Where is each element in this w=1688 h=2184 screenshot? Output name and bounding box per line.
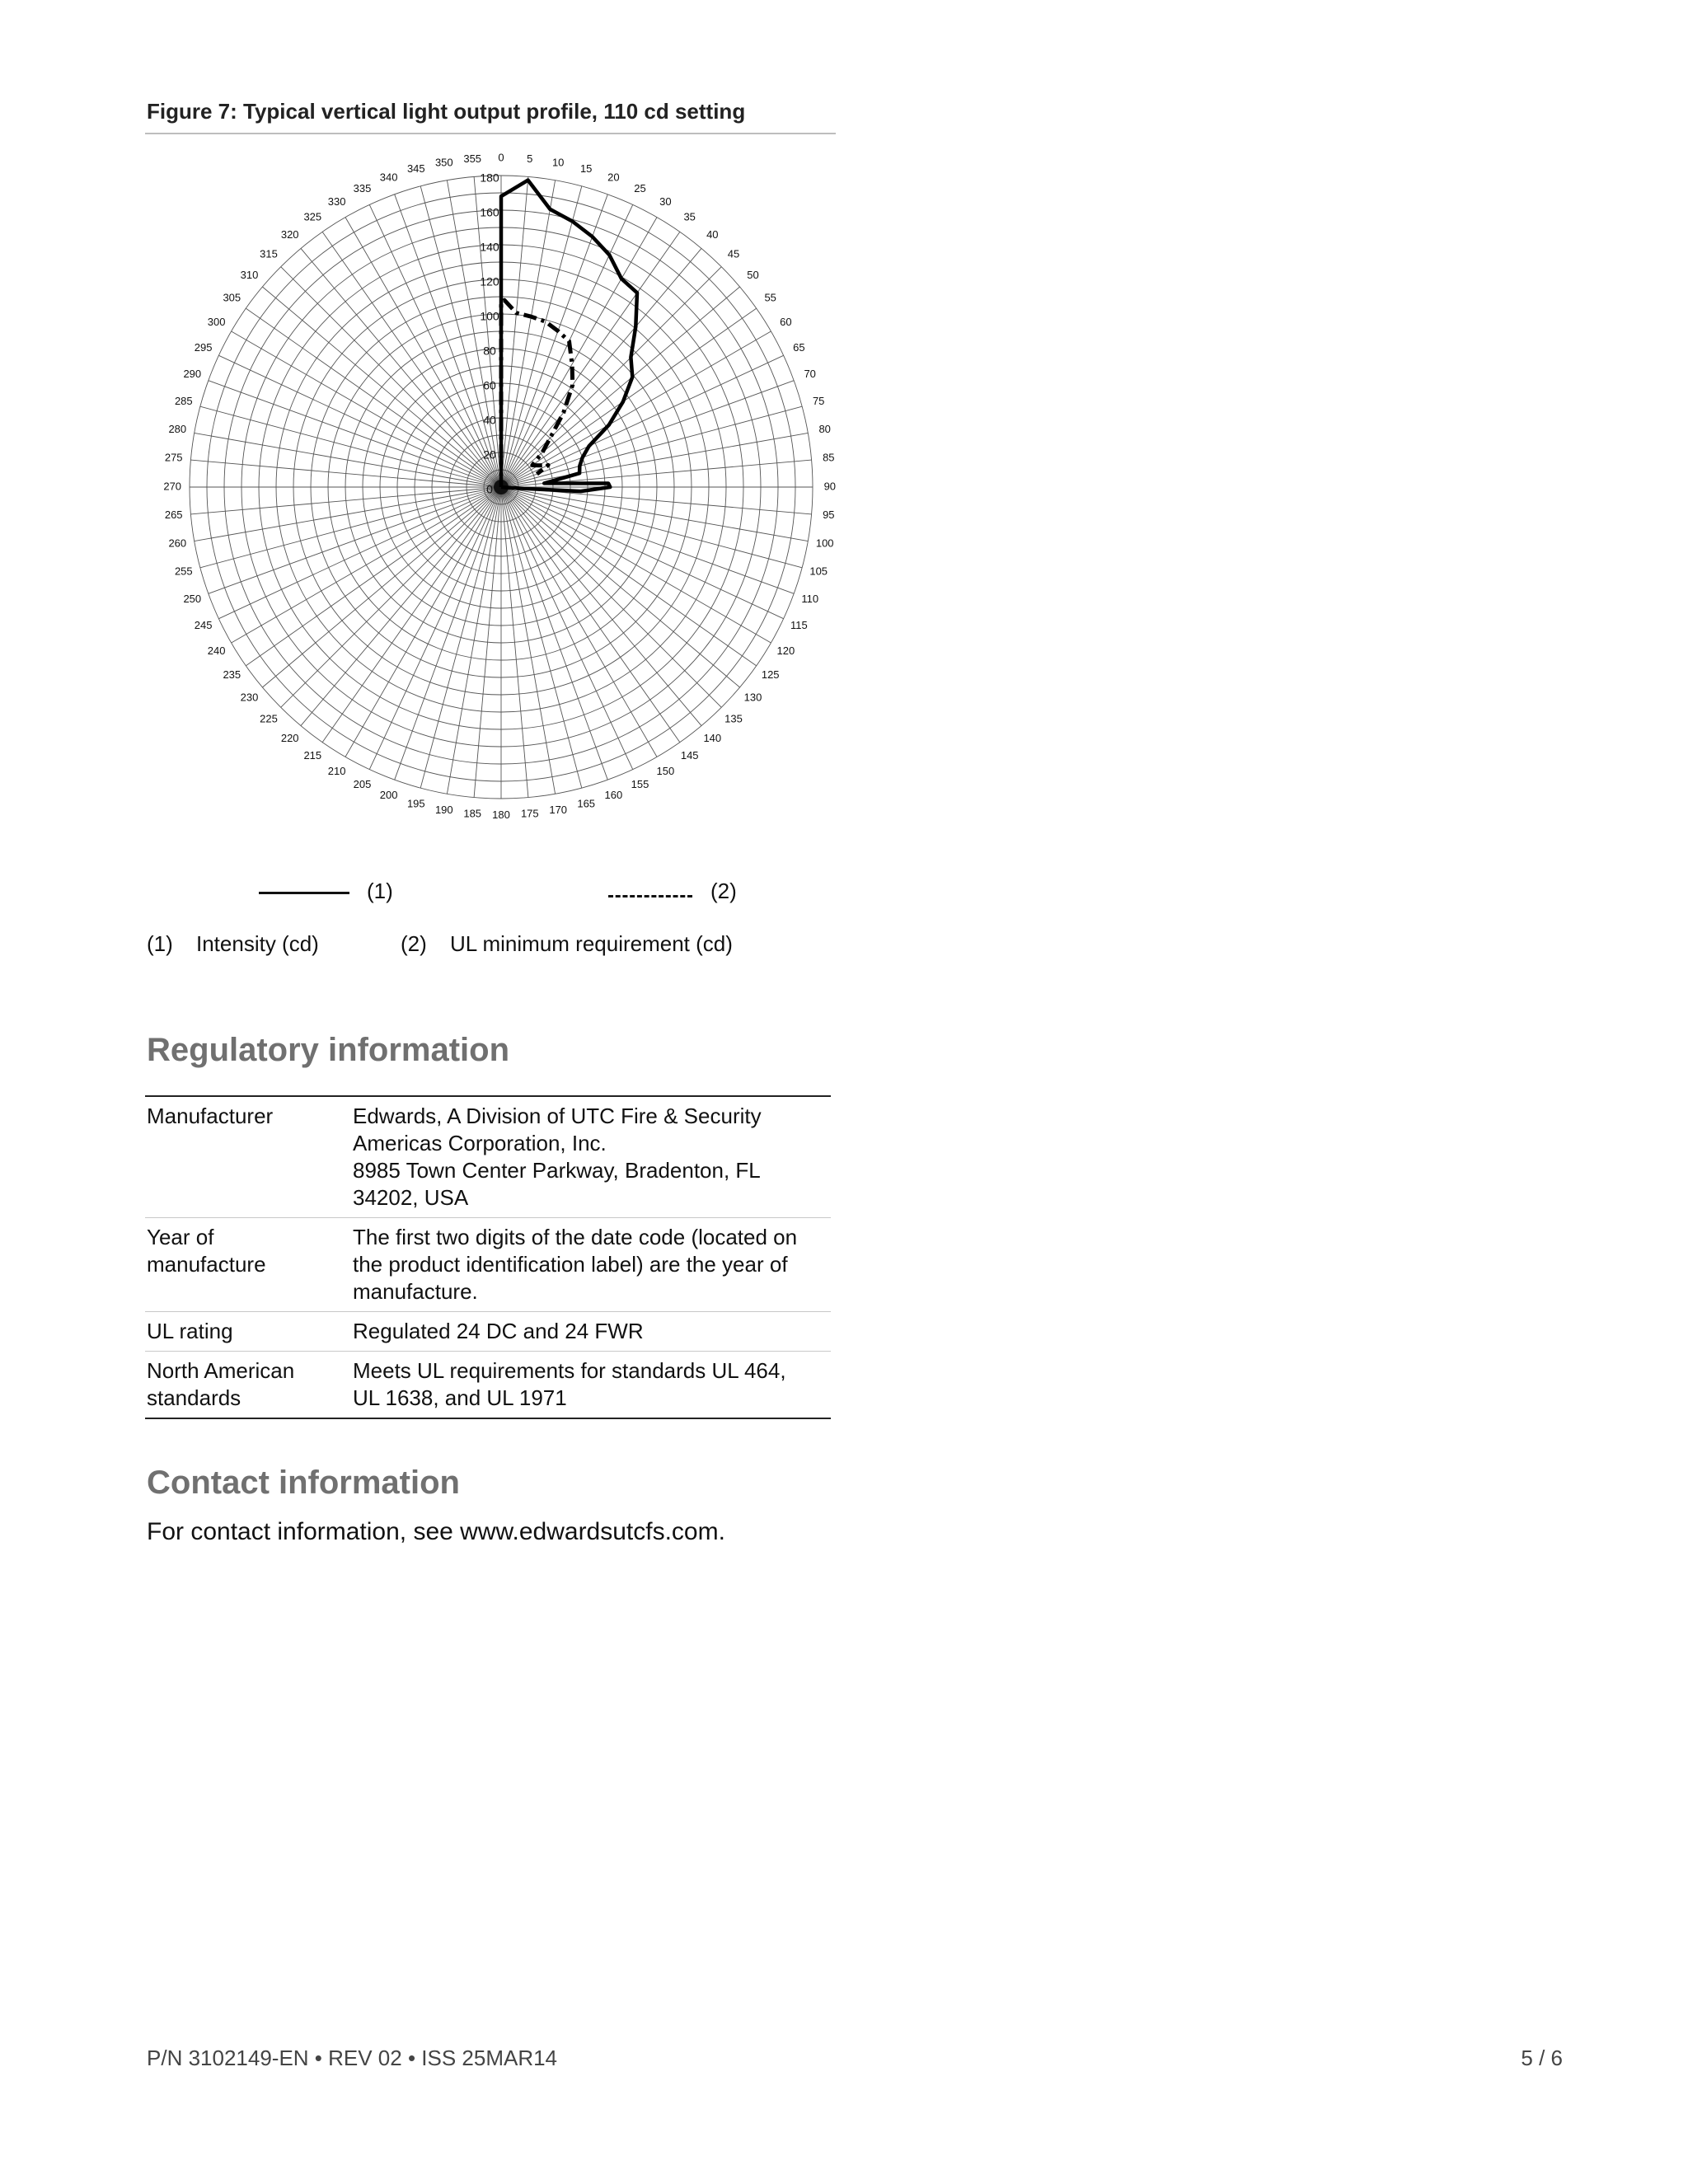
- angle-tick-label: 115: [790, 618, 808, 631]
- angle-tick-label: 230: [240, 691, 259, 704]
- note-2-number: (2): [401, 931, 427, 956]
- angle-tick-label: 200: [379, 789, 398, 802]
- contact-heading: Contact information: [147, 1465, 460, 1501]
- angle-tick-label: 110: [801, 592, 819, 605]
- regulatory-table: [145, 1095, 831, 1419]
- angle-tick-label: 140: [703, 731, 722, 744]
- angle-tick-label: 75: [812, 395, 825, 408]
- angle-tick-label: 105: [809, 565, 828, 578]
- radial-tick-label: 40: [483, 413, 496, 427]
- note-2-text: UL minimum requirement (cd): [450, 931, 733, 956]
- angle-tick-label: 80: [818, 423, 831, 436]
- angle-tick-label: 210: [327, 764, 346, 777]
- row-value: Edwards, A Division of UTC Fire & Security Americas Corporation, Inc. 8985 Town Center Parkway, Bradenton, FL 34202, USA: [353, 1104, 762, 1210]
- angle-tick-label: 190: [434, 804, 453, 817]
- note-1-text: Intensity (cd): [196, 931, 319, 956]
- angle-tick-label: 60: [780, 316, 792, 329]
- angle-tick-label: 50: [747, 269, 759, 282]
- row-key: Manufacturer: [147, 1104, 274, 1128]
- angle-tick-label: 255: [174, 565, 193, 578]
- row-key: UL rating: [147, 1319, 233, 1343]
- angle-tick-label: 250: [183, 592, 202, 605]
- angle-tick-label: 205: [353, 777, 372, 790]
- angle-tick-label: 35: [683, 210, 696, 223]
- angle-tick-label: 125: [761, 668, 780, 682]
- angle-tick-label: 310: [240, 269, 259, 282]
- contact-text: For contact information, see www.edwardsutcfs.com.: [147, 1518, 725, 1545]
- angle-tick-label: 290: [183, 368, 202, 381]
- angle-tick-label: 340: [379, 171, 398, 184]
- radial-tick-label: 80: [483, 344, 496, 358]
- angle-tick-label: 345: [406, 162, 425, 176]
- regulatory-heading: Regulatory information: [147, 1032, 510, 1068]
- angle-tick-label: 70: [804, 368, 816, 381]
- angle-tick-label: 260: [168, 537, 187, 550]
- legend-item-2-label: (2): [710, 879, 737, 903]
- angle-tick-label: 185: [463, 807, 482, 820]
- angle-tick-label: 155: [631, 777, 649, 790]
- footer-part-number: P/N 3102149-EN • REV 02 • ISS 25MAR14: [147, 2046, 558, 2070]
- angle-tick-label: 175: [520, 807, 539, 820]
- table-row: [145, 1096, 831, 1218]
- angle-tick-label: 130: [743, 691, 762, 704]
- figure-caption: Figure 7: Typical vertical light output profile, 110 cd setting: [147, 99, 746, 124]
- angle-tick-label: 270: [163, 480, 182, 493]
- angle-tick-label: 195: [406, 797, 425, 810]
- angle-tick-label: 20: [607, 171, 620, 184]
- angle-tick-label: 300: [207, 316, 226, 329]
- row-value: Regulated 24 DC and 24 FWR: [353, 1319, 644, 1343]
- angle-tick-label: 150: [656, 764, 675, 777]
- angle-tick-label: 330: [327, 195, 346, 209]
- table-row: [145, 1312, 831, 1352]
- angle-tick-label: 215: [303, 749, 322, 762]
- angle-tick-label: 45: [727, 247, 740, 260]
- angle-tick-label: 135: [724, 712, 743, 725]
- caption-divider: [145, 133, 836, 134]
- legend-item-1-label: (1): [367, 879, 393, 903]
- radial-tick-label: 160: [480, 205, 499, 219]
- angle-tick-label: 325: [303, 210, 322, 223]
- row-key: Year of manufacture: [147, 1225, 266, 1277]
- angle-tick-label: 120: [776, 644, 795, 657]
- angle-tick-label: 220: [280, 731, 299, 744]
- legend-dashdot-line: [608, 895, 692, 898]
- angle-tick-label: 65: [793, 340, 805, 354]
- row-key: North American standards: [147, 1358, 295, 1410]
- angle-tick-label: 235: [223, 668, 241, 682]
- angle-tick-label: 285: [174, 395, 193, 408]
- angle-tick-label: 335: [353, 182, 372, 195]
- row-value: The first two digits of the date code (located on the product identification label) are the year of manufacture.: [353, 1225, 798, 1304]
- row-value: Meets UL requirements for standards UL 464, UL 1638, and UL 1971: [353, 1358, 786, 1410]
- angle-tick-label: 280: [168, 423, 187, 436]
- radial-tick-label: 140: [480, 240, 499, 254]
- angle-tick-label: 40: [706, 227, 719, 241]
- angle-tick-label: 165: [577, 797, 596, 810]
- angle-tick-label: 305: [223, 291, 241, 304]
- angle-tick-label: 85: [823, 451, 835, 464]
- angle-tick-label: 25: [634, 182, 646, 195]
- angle-tick-label: 10: [551, 156, 565, 169]
- angle-tick-label: 240: [207, 644, 226, 657]
- angle-tick-label: 95: [823, 509, 835, 522]
- note-1-number: (1): [147, 931, 173, 956]
- angle-tick-label: 355: [463, 152, 482, 166]
- radial-tick-label: 120: [480, 274, 499, 288]
- radial-tick-label: 0: [486, 482, 493, 496]
- radial-tick-label: 20: [483, 448, 496, 462]
- angle-tick-label: 30: [659, 195, 672, 209]
- angle-tick-label: 315: [260, 247, 278, 260]
- angle-tick-label: 275: [164, 451, 183, 464]
- angle-tick-label: 0: [498, 151, 504, 164]
- angle-tick-label: 100: [815, 537, 834, 550]
- angle-tick-label: 160: [604, 789, 623, 802]
- footer-page-number: 5 / 6: [1521, 2046, 1563, 2070]
- polar-chart: [132, 148, 857, 841]
- angle-tick-label: 320: [280, 227, 299, 241]
- legend-solid-line: [259, 892, 349, 894]
- angle-tick-label: 15: [579, 162, 593, 176]
- angle-tick-label: 180: [492, 808, 510, 822]
- radial-tick-label: 180: [480, 171, 499, 185]
- angle-tick-label: 145: [680, 749, 699, 762]
- angle-tick-label: 90: [823, 480, 837, 493]
- angle-tick-label: 55: [764, 291, 776, 304]
- angle-tick-label: 245: [194, 618, 213, 631]
- angle-tick-label: 5: [527, 152, 533, 166]
- radial-tick-label: 60: [483, 378, 496, 392]
- angle-tick-label: 350: [434, 156, 453, 169]
- table-row: [145, 1218, 831, 1312]
- angle-tick-label: 225: [260, 712, 278, 725]
- angle-tick-label: 170: [549, 804, 568, 817]
- table-row: [145, 1352, 831, 1419]
- angle-tick-label: 265: [164, 509, 183, 522]
- angle-tick-label: 295: [194, 340, 213, 354]
- radial-tick-label: 100: [480, 309, 499, 323]
